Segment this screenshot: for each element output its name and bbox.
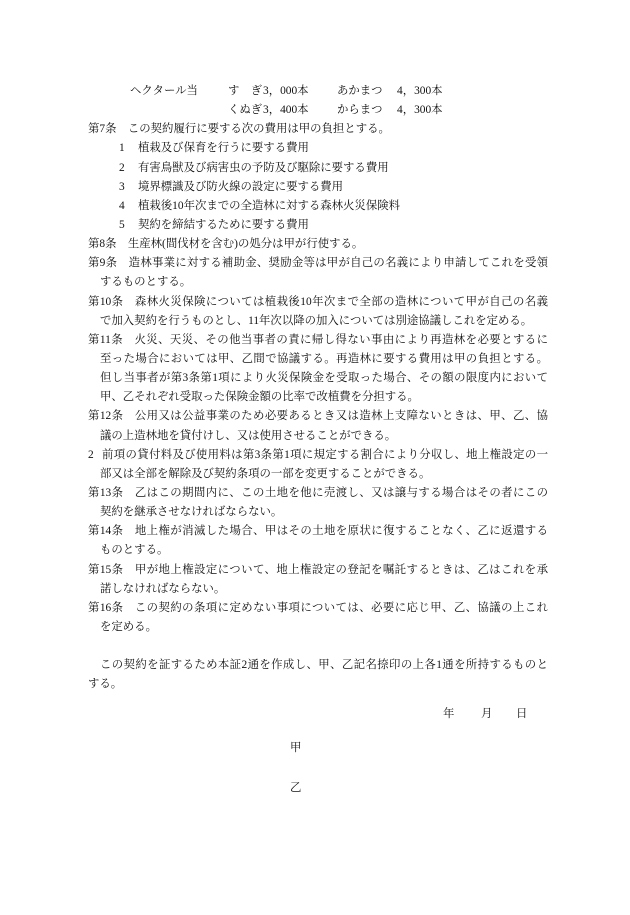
species-name: くぬぎ	[228, 104, 263, 117]
paragraph-number: 2	[88, 448, 94, 461]
date-day: 日	[516, 708, 528, 720]
species-count: 3，000本	[263, 85, 309, 97]
planting-rate-row-2	[88, 101, 548, 120]
article-heading: 第11条	[88, 333, 124, 346]
item-text: 植栽後10年次までの全造林に対する森林火災保険料	[138, 199, 400, 212]
party-a-label: 甲	[290, 742, 302, 754]
article-16-line-1	[88, 599, 548, 618]
item-number: 2	[119, 161, 125, 174]
article-heading: 第14条	[88, 525, 124, 538]
article-7-item-4	[88, 197, 548, 216]
planting-rate-label: ヘクタール当	[130, 85, 198, 97]
article-heading: 第8条	[88, 238, 117, 251]
closing-line-2: する。	[88, 678, 123, 691]
article-10-line-1	[88, 293, 548, 312]
article-13-line-1	[88, 484, 548, 503]
item-number: 3	[119, 180, 125, 193]
article-12-line-1	[88, 407, 548, 426]
species-name: あかまつ	[337, 85, 383, 97]
article-9-line-2: するものとする。	[100, 276, 192, 289]
article-text: 造林事業に対する補助金、奨励金等は甲が自己の名義により申請してこれを受領	[128, 257, 548, 270]
article-text: この契約の条項に定めない事項については、必要に応じ甲、乙、協議の上これ	[134, 601, 548, 614]
article-11-line-2: 至った場合においては甲、乙間で協議する。再造林に要する費用は甲の負担とする。	[100, 352, 548, 365]
planting-rate-row-1	[88, 82, 548, 101]
article-text: 乙はこの期間内に、この土地を他に売渡し、又は譲与する場合はその者にこの	[134, 486, 548, 499]
contract-body	[88, 82, 548, 695]
article-11-line-1	[88, 331, 548, 350]
article-text: 火災、天災、その他当事者の責に帰し得ない事由により再造林を必要とするに	[134, 333, 548, 346]
item-number: 4	[119, 199, 125, 212]
article-10-line-2: で加入契約を行うものとし、11年次以降の加入については別途協議しこれを定める。	[100, 314, 533, 327]
article-7-item-2	[88, 159, 548, 178]
article-14-line-2: ものとする。	[100, 544, 169, 557]
item-text: 植栽及び保育を行うに要する費用	[138, 142, 309, 155]
article-heading: 第10条	[88, 295, 124, 308]
article-11-line-4: 甲、乙それぞれ受取った保険金額の比率で改植費を分担する。	[100, 391, 419, 404]
item-text: 有害鳥獣及び病害虫の予防及び駆除に要する費用	[138, 161, 389, 174]
article-12-line-2: 議の上造林地を貸付けし、又は使用させることができる。	[100, 429, 397, 442]
article-text: 甲が地上権設定について、地上権設定の登記を嘱託するときは、乙はこれを承	[134, 563, 548, 576]
article-7-item-3	[88, 178, 548, 197]
article-15-line-1	[88, 561, 548, 580]
article-7-item-5	[88, 216, 548, 235]
article-heading: 第7条	[88, 123, 117, 136]
date-month: 月	[481, 708, 493, 720]
item-text: 境界標識及び防火線の設定に要する費用	[138, 180, 344, 193]
closing-line-1: この契約を証するため本証2通を作成し、甲、乙記名捺印の上各1通を所持するものと	[100, 659, 548, 672]
article-15-line-2: 諾しなければならない。	[100, 582, 226, 595]
article-11-line-3: 但し当事者が第3条第1項により火災保険金を受取った場合、その額の限度内において	[100, 372, 548, 385]
article-heading: 第12条	[88, 410, 124, 423]
article-text: 生産林(間伐材を含む)の処分は甲が行使する。	[127, 238, 364, 251]
article-heading: 第15条	[88, 563, 124, 576]
article-text: 公用又は公益事業のため必要あるとき又は造林上支障ないときは、甲、乙、協	[134, 410, 548, 423]
species-count: 3，400本	[263, 104, 309, 117]
item-number: 1	[119, 142, 125, 155]
article-heading: 第16条	[88, 601, 124, 614]
article-16-line-2: を定める。	[100, 620, 157, 633]
article-8	[88, 235, 548, 254]
article-text: 森林火災保険については植栽後10年次まで全部の造林について甲が自己の名義	[134, 295, 548, 308]
article-12-paragraph-2-line-1	[88, 446, 548, 465]
species-name: からまつ	[337, 104, 383, 117]
article-14-line-1	[88, 522, 548, 541]
blank-line	[88, 637, 548, 656]
item-text: 契約を締結するために要する費用	[138, 218, 309, 231]
species-count: 4，300本	[397, 85, 443, 97]
article-13-line-2: 契約を継承させなければならない。	[100, 506, 283, 519]
article-text: 地上権が消滅した場合、甲はその土地を原状に復することなく、乙に返還する	[134, 525, 548, 538]
date-year: 年	[443, 708, 455, 720]
article-7-item-1	[88, 139, 548, 158]
article-12-paragraph-2-line-2: 部又は全部を解除及び契約条項の一部を変更することができる。	[100, 467, 431, 480]
article-text: この契約履行に要する次の費用は甲の負担とする。	[127, 123, 390, 136]
species-count: 4，300本	[397, 104, 443, 117]
article-9-line-1	[88, 254, 548, 273]
article-heading: 第9条	[88, 257, 118, 270]
paragraph-text: 前項の貸付料及び使用料は第3条第1項に規定する割合により分収し、地上権設定の一	[101, 448, 548, 461]
party-b-label: 乙	[290, 782, 302, 794]
article-7	[88, 120, 548, 139]
item-number: 5	[119, 218, 125, 231]
species-name: す ぎ	[228, 85, 263, 97]
article-heading: 第13条	[88, 486, 124, 499]
